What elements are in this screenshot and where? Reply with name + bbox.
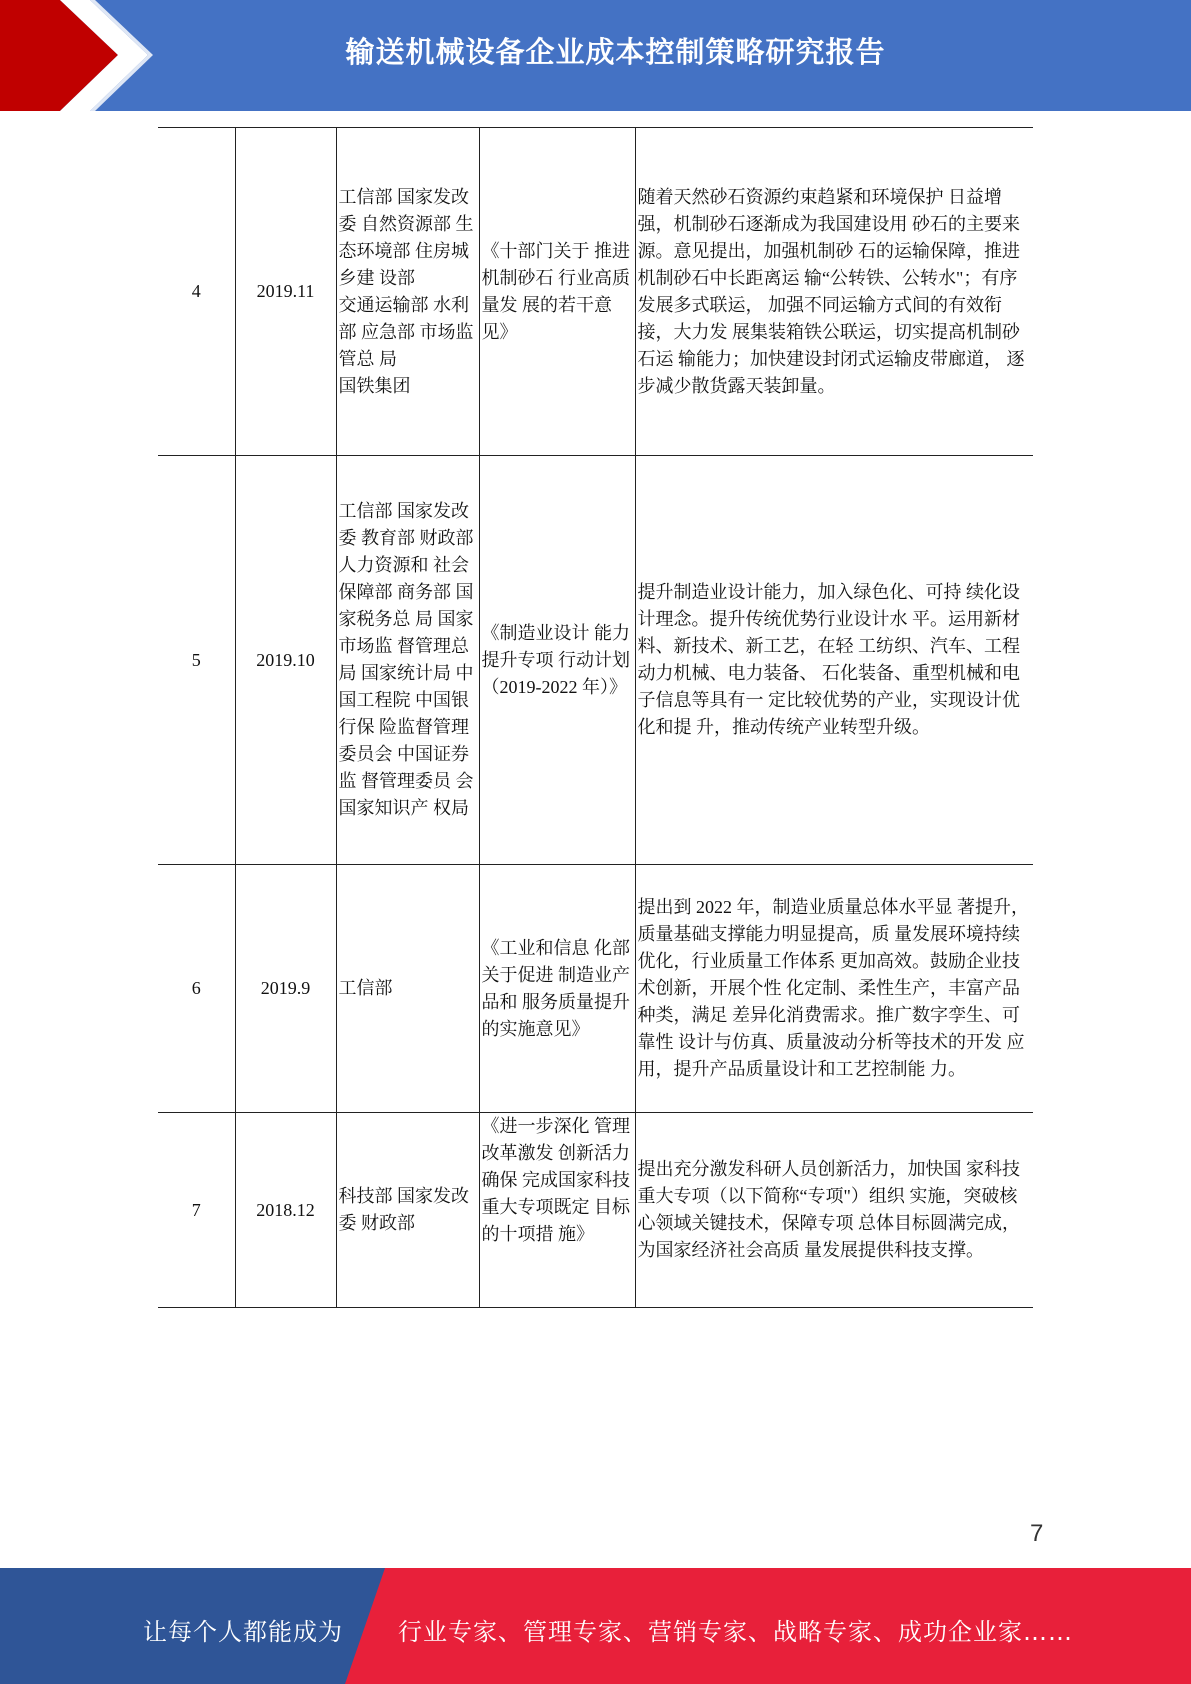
issue-date: 2018.12 (235, 1113, 336, 1308)
row-number: 5 (158, 456, 235, 865)
policy-document: 《进一步深化 管理改革激发 创新活力确保 完成国家科技 重大专项既定 目标的十项措 施》 (479, 1113, 635, 1308)
issue-date: 2019.10 (235, 456, 336, 865)
issuing-departments: 工信部 国家发改委 自然资源部 生态环境部 住房城乡建 设部 交通运输部 水利部 应急部 市场监管总 局 国铁集团 (336, 128, 479, 456)
policy-document: 《十部门关于 推进机制砂石 行业高质量发 展的若干意 见》 (479, 128, 635, 456)
table-row (158, 865, 1033, 1113)
report-title: 输送机械设备企业成本控制策略研究报告 (345, 35, 886, 69)
page-number: 7 (1030, 1520, 1044, 1547)
issuing-departments: 科技部 国家发改委 财政部 (336, 1113, 479, 1308)
row-number: 7 (158, 1113, 235, 1308)
issue-date: 2019.9 (235, 865, 336, 1113)
policy-description: 提出到 2022 年，制造业质量总体水平显 著提升，质量基础支撑能力明显提高，质 量发展环境持续优化，行业质量工作体系 更加高效。鼓励企业技术创新，开展个性 化定制、柔性生产，丰富产品种类，满足 差异化消费需求。推广数字孪生、可靠性 设计与仿真、质量波动分析等技术的开发 应用，提升产品质量设计和工艺控制能 力。 (635, 865, 1033, 1113)
issuing-departments: 工信部 国家发改委 教育部 财政部 人力资源和 社会保障部 商务部 国家税务总 局 国家市场监 督管理总局 国家统计局 中国工程院 中国银行保 险监督管理 委员会 中国证券监 督管理委员 会 国家知识产 权局 (336, 456, 479, 865)
issuing-departments: 工信部 (336, 865, 479, 1113)
policy-document: 《工业和信息 化部关于促进 制造业产品和 服务质量提升 的实施意见》 (479, 865, 635, 1113)
policy-description: 提升制造业设计能力，加入绿色化、可持 续化设计理念。提升传统优势行业设计水 平。运用新材料、新技术、新工艺，在轻 工纺织、汽车、工程动力机械、电力装备、 石化装备、重型机械和电子信息等具有一 定比较优势的产业，实现设计优化和提 升，推动传统产业转型升级。 (635, 456, 1033, 865)
row-number: 6 (158, 865, 235, 1113)
issue-date: 2019.11 (235, 128, 336, 456)
policy-description: 随着天然砂石资源约束趋紧和环境保护 日益增强，机制砂石逐渐成为我国建设用 砂石的主要来源。意见提出，加强机制砂 石的运输保障，推进机制砂石中长距离运 输“公转铁、公转水"；有序发展多式联运， 加强不同运输方式间的有效衔接，大力发 展集装箱铁公联运，切实提高机制砂石运 输能力；加快建设封闭式运输皮带廊道， 逐步减少散货露天装卸量。 (635, 128, 1033, 456)
footer-slogan-lead: 让每个人都能成为 (143, 1618, 343, 1646)
policy-table (158, 127, 1033, 1308)
row-number: 4 (158, 128, 235, 456)
page-header (0, 0, 1191, 111)
footer-slogan-roles: 行业专家、管理专家、营销专家、战略专家、成功企业家…… (398, 1618, 1073, 1646)
table-row (158, 128, 1033, 456)
table-row (158, 456, 1033, 865)
table-row (158, 1113, 1033, 1308)
policy-description: 提出充分激发科研人员创新活力，加快国 家科技重大专项（以下简称“专项"）组织 实施，突破核心领域关键技术，保障专项 总体目标圆满完成，为国家经济社会高质 量发展提供科技支撑。 (635, 1113, 1033, 1308)
policy-document: 《制造业设计 能力提升专项 行动计划 （2019-2022 年）》 (479, 456, 635, 865)
page-footer (0, 1568, 1191, 1684)
